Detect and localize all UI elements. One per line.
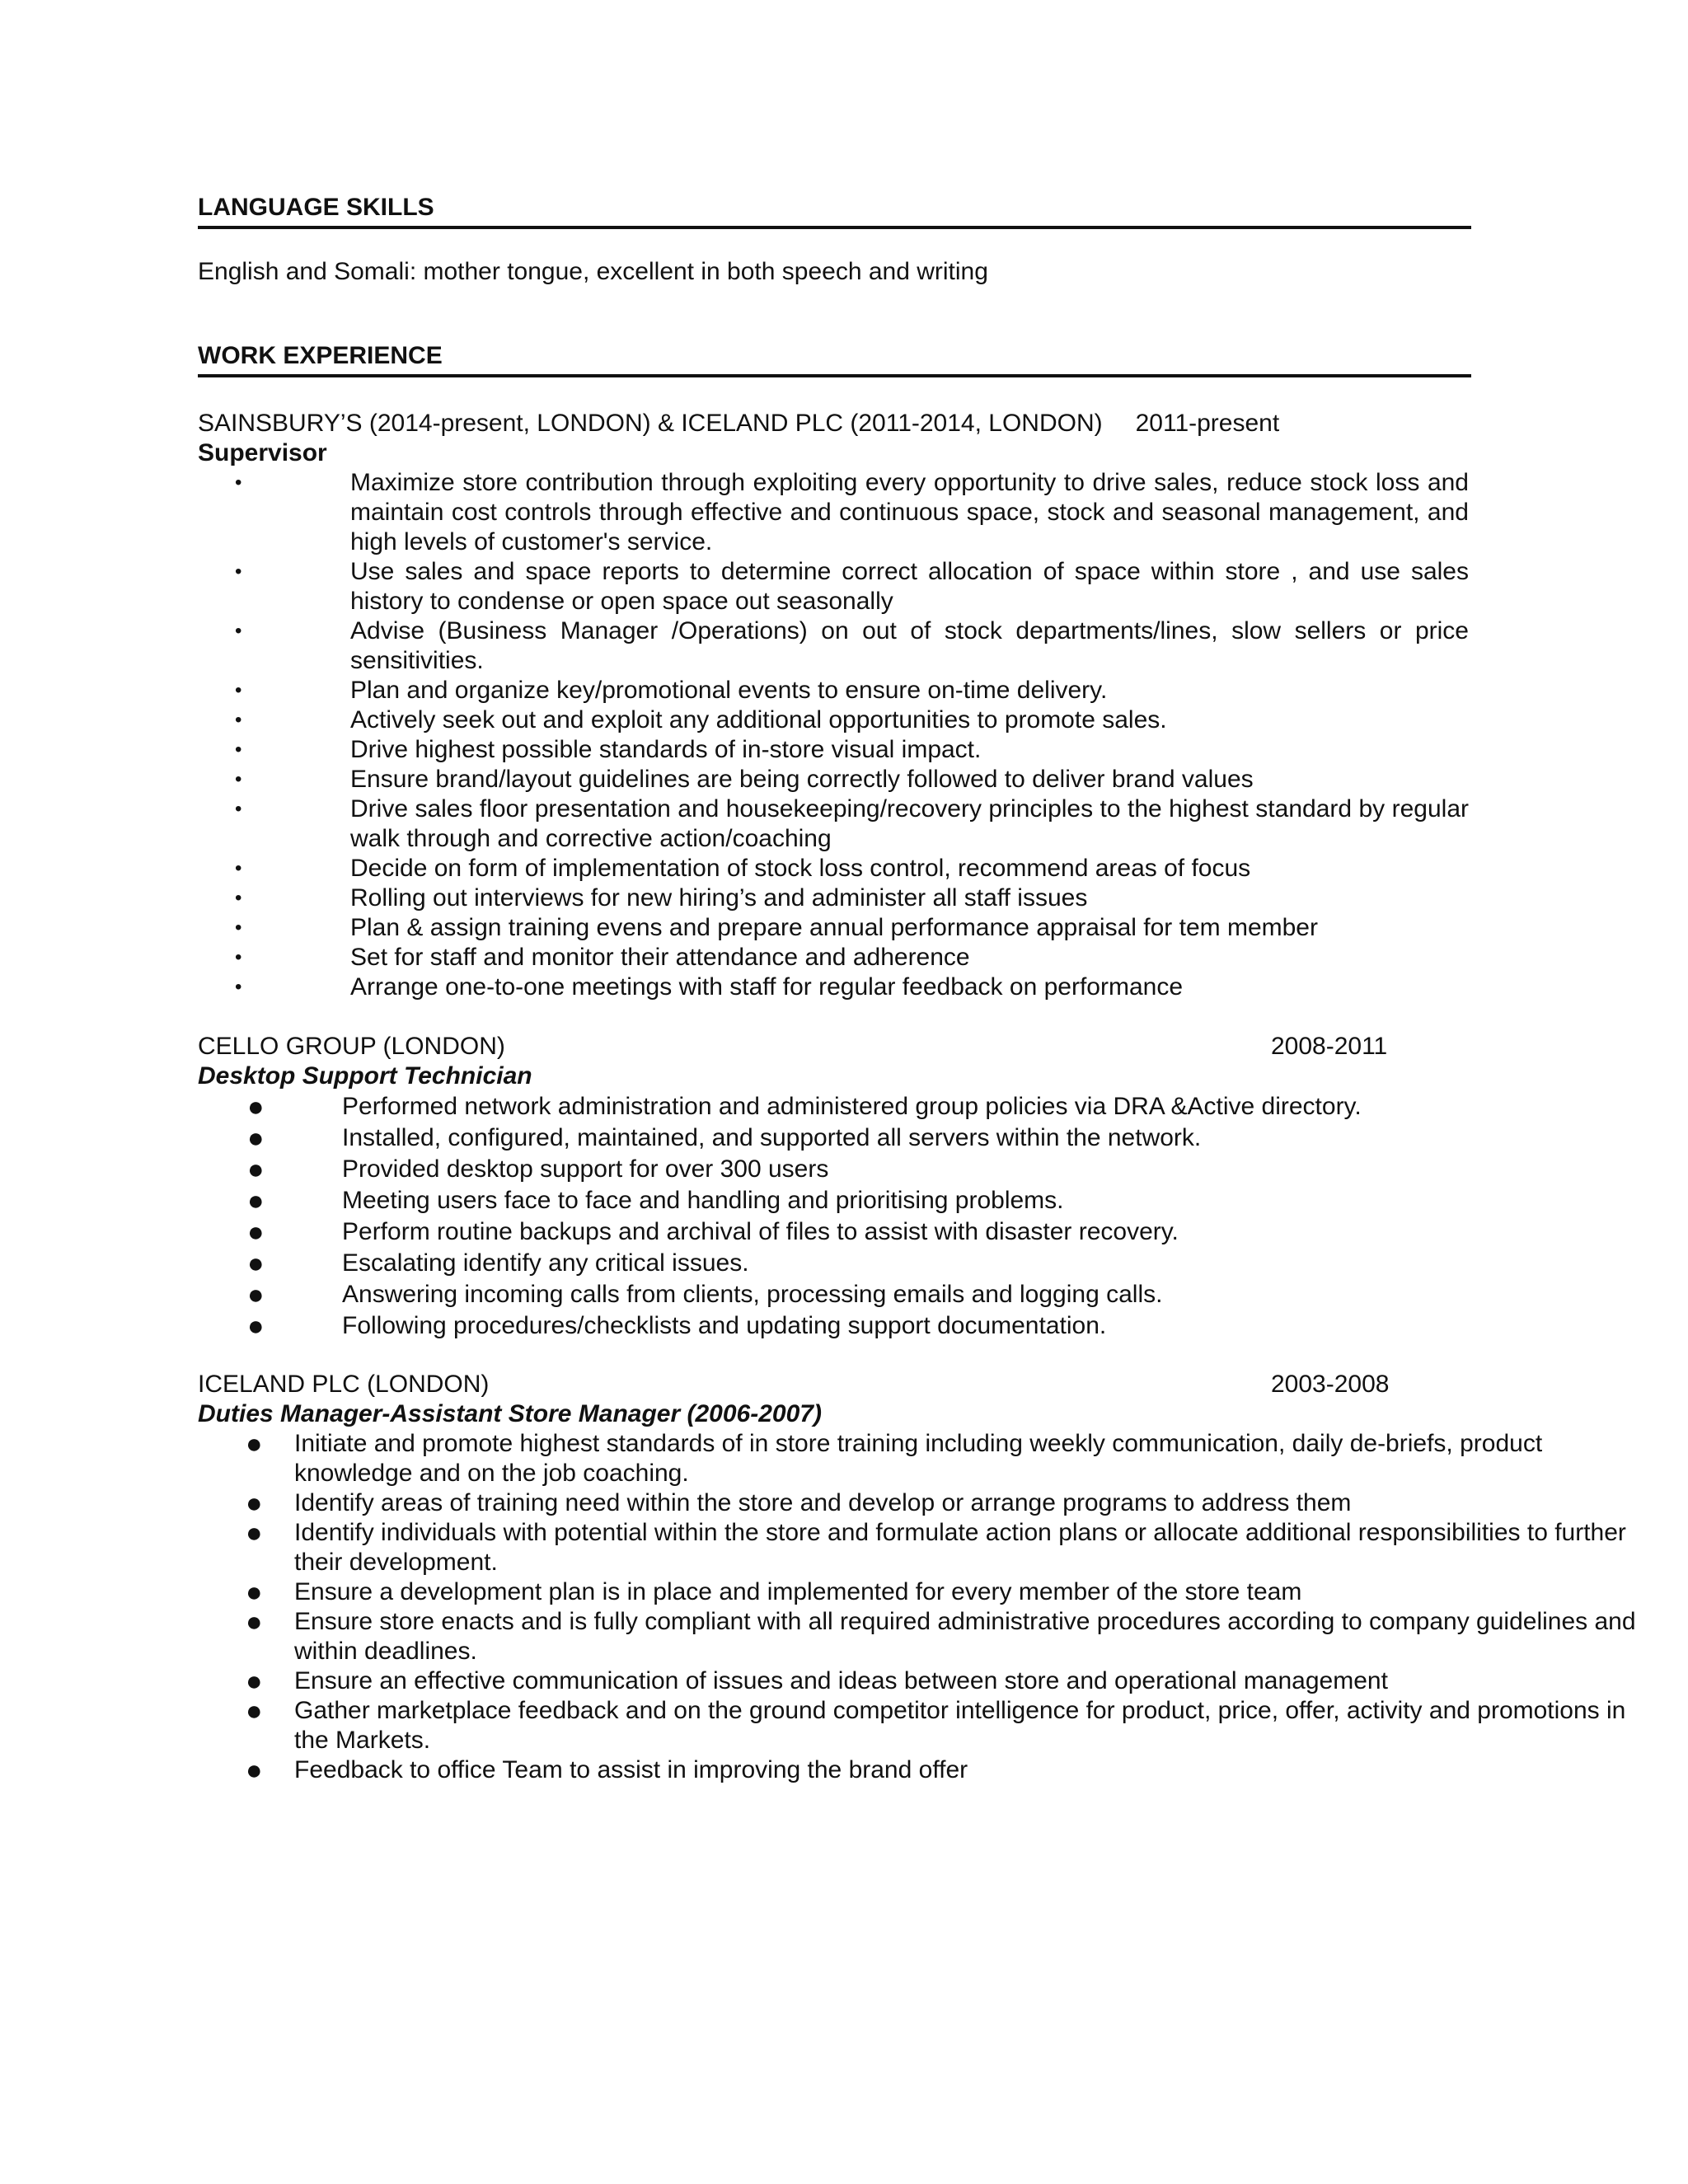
bullet-icon: ● xyxy=(247,1216,265,1248)
duty-item xyxy=(198,1755,1646,1785)
duty-item xyxy=(198,1488,1646,1518)
duty-item xyxy=(198,705,1469,735)
duty-text: Ensure a development plan is in place and implemented for every member of the store team xyxy=(294,1578,1302,1605)
section-heading-language-skills: LANGUAGE SKILLS xyxy=(198,194,434,221)
duty-text: Arrange one-to-one meetings with staff for regular feedback on performance xyxy=(350,973,1184,1001)
work-experience-section xyxy=(198,340,1636,1786)
duty-item xyxy=(198,883,1469,913)
job-title: Desktop Support Technician xyxy=(198,1062,532,1090)
bullet-icon: • xyxy=(235,679,242,701)
bullet-icon: ● xyxy=(246,1488,263,1519)
duty-item xyxy=(198,943,1469,972)
job-header xyxy=(198,1370,1471,1399)
duty-item xyxy=(198,794,1469,854)
job-entry-cello-group xyxy=(198,1032,1471,1342)
bullet-icon: ● xyxy=(246,1666,263,1697)
duty-text: Feedback to office Team to assist in improving the brand offer xyxy=(294,1756,968,1783)
bullet-icon: ● xyxy=(247,1279,265,1310)
duty-text: Installed, configured, maintained, and supported all servers within the network. xyxy=(342,1124,1202,1151)
bullet-icon: • xyxy=(235,471,242,494)
duty-item xyxy=(198,854,1469,883)
duty-text: Meeting users face to face and handling and prioritising problems. xyxy=(342,1187,1064,1214)
job-company: CELLO GROUP (LONDON) xyxy=(198,1033,505,1060)
duty-text: Advise (Business Manager /Operations) on out of stock departments/lines, slow sellers or price sensitivities. xyxy=(350,617,1469,674)
bullet-icon: • xyxy=(235,916,242,939)
duty-text: Ensure brand/layout guidelines are being correctly followed to deliver brand values xyxy=(350,766,1254,793)
duty-text: Maximize store contribution through exploiting every opportunity to drive sales, reduce stock loss and maintain cost controls through effective and continuous space, stock and seasonal management, and high levels of customer's service. xyxy=(350,469,1469,555)
job-dates: 2011-present xyxy=(1135,410,1280,437)
section-divider xyxy=(198,374,1471,377)
job-entry-sainsburys xyxy=(198,409,1471,1002)
bullet-icon: ● xyxy=(246,1517,263,1549)
duty-text: Ensure store enacts and is fully compliant with all required administrative procedures according to company guidelines and within deadlines. xyxy=(294,1608,1636,1665)
duty-item xyxy=(198,1279,1471,1310)
duty-text: Provided desktop support for over 300 users xyxy=(342,1155,829,1183)
duty-list xyxy=(198,468,1471,1002)
duty-text: Rolling out interviews for new hiring’s and administer all staff issues xyxy=(350,884,1088,912)
duty-text: Drive highest possible standards of in-store visual impact. xyxy=(350,736,982,763)
cv-page xyxy=(198,191,1636,1786)
bullet-icon: ● xyxy=(247,1091,265,1122)
duty-item xyxy=(198,1666,1646,1696)
duty-text: Drive sales floor presentation and housekeeping/recovery principles to the highest standard by regular walk through and corrective action/coaching xyxy=(350,795,1469,852)
bullet-icon: ● xyxy=(246,1577,263,1608)
bullet-icon: ● xyxy=(247,1310,265,1342)
bullet-icon: ● xyxy=(247,1185,265,1216)
duty-text: Set for staff and monitor their attendance and adherence xyxy=(350,944,970,971)
duty-list xyxy=(198,1091,1471,1342)
bullet-icon: ● xyxy=(247,1248,265,1279)
duty-item xyxy=(198,1154,1471,1185)
bullet-icon: ● xyxy=(247,1154,265,1185)
duty-text: Perform routine backups and archival of files to assist with disaster recovery. xyxy=(342,1218,1179,1245)
bullet-icon: • xyxy=(235,560,242,583)
duty-item xyxy=(198,1429,1646,1488)
duty-item xyxy=(198,1122,1471,1154)
job-header xyxy=(198,409,1471,438)
bullet-icon: • xyxy=(235,976,242,998)
duty-item xyxy=(198,765,1469,794)
job-header xyxy=(198,1032,1471,1062)
job-dates: 2008-2011 xyxy=(1271,1033,1388,1060)
duty-item xyxy=(198,1577,1646,1607)
duty-item xyxy=(198,468,1469,557)
job-company: ICELAND PLC (LONDON) xyxy=(198,1371,490,1398)
duty-text: Escalating identify any critical issues. xyxy=(342,1249,749,1277)
duty-text: Actively seek out and exploit any additional opportunities to promote sales. xyxy=(350,706,1167,733)
duty-item xyxy=(198,1518,1646,1577)
bullet-icon: ● xyxy=(246,1606,263,1638)
duty-item xyxy=(198,1248,1471,1279)
bullet-icon: • xyxy=(235,798,242,820)
duty-list xyxy=(198,1428,1636,1786)
duty-text: Plan and organize key/promotional events to ensure on-time delivery. xyxy=(350,677,1108,704)
duty-text: Ensure an effective communication of issues and ideas between store and operational management xyxy=(294,1667,1388,1694)
bullet-icon: • xyxy=(235,857,242,879)
duty-text: Identify areas of training need within the store and develop or arrange programs to address them xyxy=(294,1489,1352,1516)
duty-item xyxy=(198,913,1469,943)
duty-item xyxy=(198,676,1469,705)
duty-item xyxy=(198,972,1469,1002)
bullet-icon: • xyxy=(235,768,242,790)
duty-text: Identify individuals with potential within the store and formulate action plans or allocate additional responsibilities to further their development. xyxy=(294,1519,1626,1576)
job-company: SAINSBURY’S (2014-present, LONDON) & ICELAND PLC (2011-2014, LONDON) xyxy=(198,410,1103,437)
bullet-icon: • xyxy=(235,709,242,731)
duty-item xyxy=(198,1696,1646,1755)
duty-text: Gather marketplace feedback and on the ground competitor intelligence for product, price, offer, activity and promotions in the Markets. xyxy=(294,1697,1626,1754)
bullet-icon: ● xyxy=(246,1428,263,1460)
duty-text: Use sales and space reports to determine correct allocation of space within store , and use sales history to condense or open space out seasonally xyxy=(350,558,1469,615)
duty-item xyxy=(198,1216,1471,1248)
duty-item xyxy=(198,1310,1471,1342)
bullet-icon: • xyxy=(235,620,242,642)
bullet-icon: • xyxy=(235,738,242,761)
bullet-icon: • xyxy=(235,887,242,909)
bullet-icon: ● xyxy=(247,1122,265,1154)
job-entry-iceland-plc xyxy=(198,1370,1636,1786)
duty-item xyxy=(198,1607,1646,1666)
duty-item xyxy=(198,1091,1471,1122)
job-title: Duties Manager-Assistant Store Manager (2006-2007) xyxy=(198,1400,822,1427)
duty-text: Decide on form of implementation of stock loss control, recommend areas of focus xyxy=(350,855,1251,882)
section-heading-work-experience: WORK EXPERIENCE xyxy=(198,342,443,369)
duty-item xyxy=(198,557,1469,616)
duty-item xyxy=(198,616,1469,676)
job-dates: 2003-2008 xyxy=(1271,1371,1390,1398)
section-divider xyxy=(198,226,1471,229)
job-title: Supervisor xyxy=(198,439,327,466)
language-skills-section xyxy=(198,191,1471,287)
duty-text: Answering incoming calls from clients, processing emails and logging calls. xyxy=(342,1281,1163,1308)
bullet-icon: ● xyxy=(246,1755,263,1786)
duty-item xyxy=(198,1185,1471,1216)
duty-text: Following procedures/checklists and updating support documentation. xyxy=(342,1312,1107,1339)
duty-text: Performed network administration and administered group policies via DRA &Active directory. xyxy=(342,1093,1362,1120)
duty-item xyxy=(198,735,1469,765)
duty-text: Initiate and promote highest standards of in store training including weekly communication, daily de-briefs, product knowledge and on the job coaching. xyxy=(294,1430,1543,1487)
bullet-icon: ● xyxy=(246,1695,263,1727)
duty-text: Plan & assign training evens and prepare annual performance appraisal for tem member xyxy=(350,914,1318,941)
bullet-icon: • xyxy=(235,946,242,968)
language-skills-text: English and Somali: mother tongue, excellent in both speech and writing xyxy=(198,258,988,285)
